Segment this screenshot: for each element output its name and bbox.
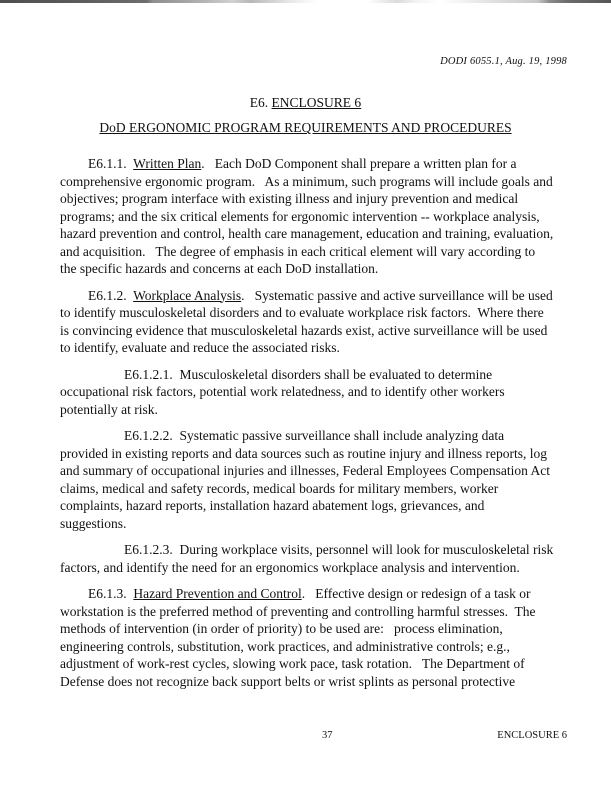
paragraph-e611 — [60, 155, 557, 278]
paragraph-e6121-text: E6.1.2.1. Musculoskeletal disorders shall be evaluated to determine occupational risk factors, potential work relatedness, and to identify other workers potentially at risk. — [60, 366, 508, 417]
paragraph-e612-text: . Systematic passive and active surveillance will be used to identify musculoskeletal disorders and to evaluate workplace risk factors. Where there is convincing evidence that musculoskeletal hazards exist, active surveillance will be used to identify, evaluate and reduce the associated risks. — [60, 287, 557, 355]
footer-enclosure-label: ENCLOSURE 6 — [497, 730, 567, 741]
paragraph-e612 — [60, 287, 557, 357]
paragraph-e611-heading: Written Plan — [133, 156, 202, 171]
scan-artifact-top — [0, 0, 611, 3]
paragraph-e612-heading: Workplace Analysis — [133, 287, 242, 303]
paragraph-e613-text: . Effective design or redesign of a task or workstation is the preferred method of preventing and controlling harmful stresses. The methods of intervention (in order of priority) to be used are: process elimination, engineering controls, substitution, work practices, and administrative controls; e.g., adjustment of work-rest cycles, slowing work pace, task rotation. The Department of Defense does not recognize back support belts or wrist splints as personal protective — [60, 586, 539, 689]
paragraph-e611-text: . Each DoD Component shall prepare a written plan for a comprehensive ergonomic program. As a minimum, such programs will include goals and objectives; program interface with existing illness and injury prevention and medical programs; and the six critical elements for ergonomic intervention -- workplace analysis, hazard prevention and control, health care management, education and training, evaluation, and acquisition. The degree of emphasis in each critical element will vary according to the specific hazards and concerns at each DoD installation. — [60, 156, 557, 276]
enclosure-heading — [0, 95, 611, 111]
paragraph-e6123-text: E6.1.2.3. During workplace visits, personnel will look for musculoskeletal risk factors, and identify the need for an ergonomics workplace analysis and intervention. — [60, 542, 557, 575]
paragraph-e613-heading: Hazard Prevention and Control — [133, 586, 302, 601]
page-header — [440, 56, 567, 67]
enclosure-heading-number: E6. — [249, 95, 272, 110]
document-body — [60, 155, 557, 699]
enclosure-heading-title: ENCLOSURE 6 — [271, 95, 362, 110]
document-title — [0, 120, 611, 136]
page-number: 37 — [322, 730, 333, 741]
paragraph-e613-number: E6.1.3. — [88, 586, 134, 601]
paragraph-e611-number: E6.1.1. — [88, 156, 134, 171]
document-reference: DODI 6055.1, Aug. 19, 1998 — [440, 56, 567, 67]
paragraph-e612-number: E6.1.2. — [88, 287, 134, 303]
paragraph-e6121 — [60, 366, 554, 419]
document-title-text: DoD ERGONOMIC PROGRAM REQUIREMENTS AND PROCEDURES — [99, 120, 512, 135]
paragraph-e6123 — [60, 541, 557, 576]
page-footer — [0, 730, 611, 744]
paragraph-e613 — [60, 585, 554, 690]
paragraph-e6122 — [60, 427, 554, 532]
paragraph-e6122-text: E6.1.2.2. Systematic passive surveillance shall include analyzing data provided in existing reports and data sources such as routine injury and illness reports, log and summary of occupational injuries and illnesses, Federal Employees Compensation Act claims, medical and safety records, medical boards for military members, worker complaints, hazard reports, installation hazard abatement logs, grievances, and suggestions. — [60, 428, 554, 531]
